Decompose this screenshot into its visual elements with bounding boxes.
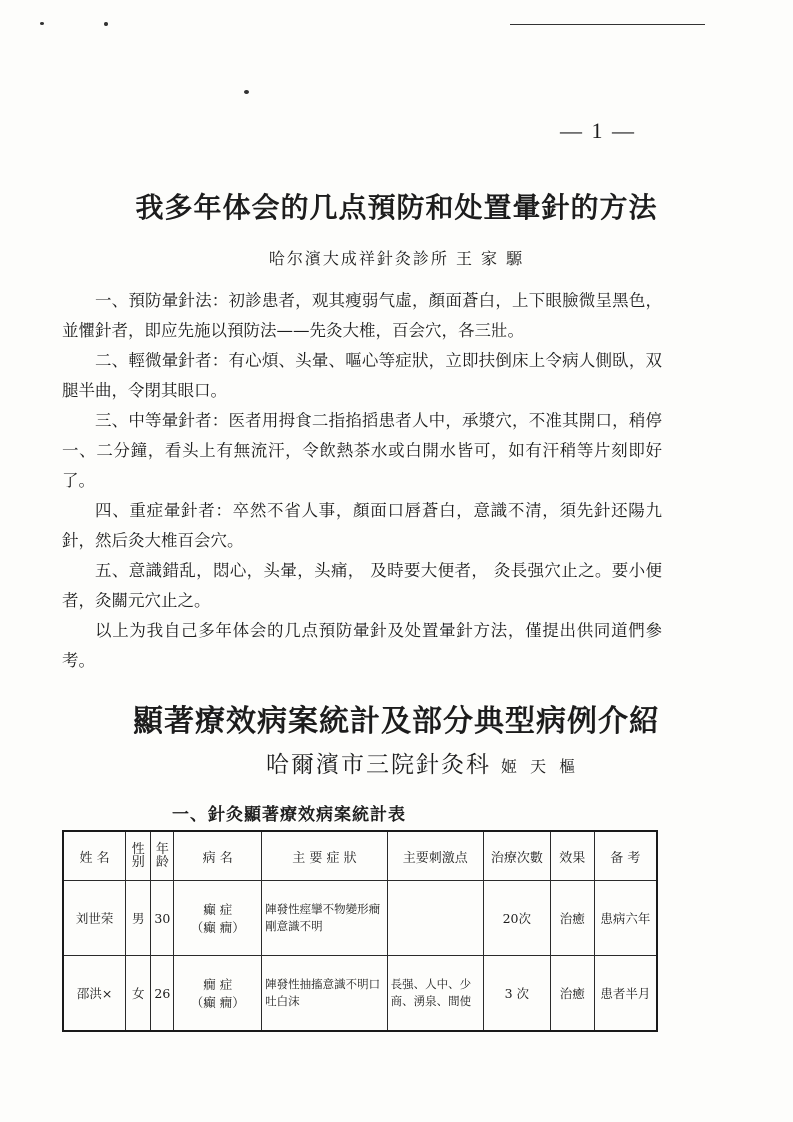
cell-result: 治癒 [550, 881, 594, 956]
paragraph: 五、意識錯乱，悶心，头暈，头痛， 及時要大便者， 灸長强穴止之。要小便者，灸關元穴止之。 [62, 561, 662, 610]
paragraph: 四、重症暈針者：卒然不省人事，顏面口唇蒼白，意識不清，須先針还陽九針，然后灸大椎百会穴。 [62, 501, 662, 550]
scan-speck [40, 22, 44, 25]
cell-note: 患者半月 [594, 956, 657, 1032]
cell-points [387, 881, 483, 956]
byline-author: 姬 天 樞 [501, 757, 580, 776]
disease-name: 癲 症 [203, 902, 233, 917]
cell-symptoms: 陣發性痙攣不物變形癎剛意識不明 [262, 881, 387, 956]
table-header-row [63, 831, 657, 881]
scan-speck [244, 90, 249, 94]
header-disease: 病 名 [174, 831, 262, 881]
byline-organization: 哈爾濱市三院針灸科 [266, 752, 491, 778]
paragraph: 以上为我自己多年体会的几点預防暈針及处置暈針方法，僅提出供同道們參考。 [62, 621, 662, 670]
header-age: 年龄 [151, 831, 174, 881]
statistics-table [62, 830, 658, 1032]
cell-sex: 男 [126, 881, 151, 956]
cell-points: 長强、人中、少商、湧泉、間使 [387, 956, 483, 1032]
header-sex: 性别 [126, 831, 151, 881]
paragraph: 三、中等暈針者：医者用拇食二指掐搯患者人中，承漿穴，不准其開口，稍停一、二分鐘，看头上有無流汗，令飲熱茶水或白開水皆可，如有汗稍等片刻即好了。 [62, 411, 662, 490]
disease-name: 癇 症 [203, 977, 233, 992]
page-number: — 1 — [560, 118, 636, 143]
table-row [63, 956, 657, 1032]
header-treatments: 治療次數 [483, 831, 550, 881]
header-result: 效果 [550, 831, 594, 881]
table-row [63, 881, 657, 956]
cell-age: 30 [151, 881, 174, 956]
article-title: 我多年体会的几点預防和处置暈針的方法 [135, 191, 658, 224]
section-title: 顯著療效病案統計及部分典型病例介紹 [133, 704, 660, 739]
cell-sex: 女 [126, 956, 151, 1032]
article-byline: 哈尔濱大成祥針灸診所 王 家 騵 [268, 249, 525, 268]
cell-disease [174, 881, 262, 956]
cell-name: 刘世荣 [63, 881, 126, 956]
cell-disease [174, 956, 262, 1032]
cell-treatments: 20次 [483, 881, 550, 956]
header-name: 姓 名 [63, 831, 126, 881]
scan-speck [104, 22, 108, 26]
cell-age: 26 [151, 956, 174, 1032]
article-body [62, 286, 662, 676]
disease-subname: （癲 癇） [190, 920, 245, 935]
paragraph: 一、預防暈針法：初診患者，观其瘦弱气虛，顏面蒼白，上下眼臉微呈黑色，並懼針者，即应先施以預防法——先灸大椎，百会穴，各三壯。 [62, 291, 662, 340]
table-title: 一、針灸顯著療效病案統計表 [172, 805, 406, 825]
disease-subname: （癲 癇） [190, 995, 245, 1010]
paragraph: 二、輕微暈針者：有心煩、头暈、嘔心等症狀，立即扶倒床上令病人側臥，双腿半曲，令閉其眼口。 [62, 351, 662, 400]
header-note: 备 考 [594, 831, 657, 881]
cell-symptoms: 陣發性抽搐意識不明口吐白沫 [262, 956, 387, 1032]
cell-note: 患病六年 [594, 881, 657, 956]
cell-result: 治癒 [550, 956, 594, 1032]
scan-edge-line [510, 24, 705, 25]
header-points: 主要刺激点 [387, 831, 483, 881]
cell-treatments: 3 次 [483, 956, 550, 1032]
header-symptoms: 主 要 症 狀 [262, 831, 387, 881]
cell-name: 邵洪× [63, 956, 126, 1032]
section-byline [266, 746, 579, 779]
